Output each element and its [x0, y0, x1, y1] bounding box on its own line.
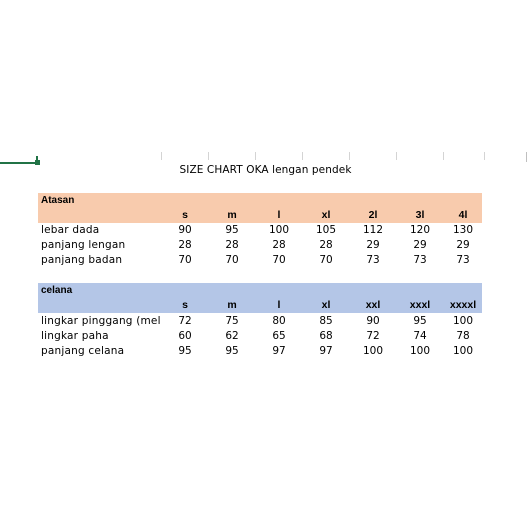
celana-table-cell: 100 — [452, 315, 474, 327]
atasan-size-header: xl — [321, 209, 331, 221]
celana-size-header: m — [227, 299, 237, 311]
celana-table-cell: 68 — [319, 330, 333, 342]
celana-size-header: xxxl — [409, 299, 431, 311]
atasan-table-cell: 73 — [456, 254, 470, 266]
atasan-table-cell: 73 — [413, 254, 427, 266]
atasan-table-cell: 28 — [272, 239, 286, 251]
celana-size-header: xxxxl — [449, 299, 477, 311]
atasan-table-cell: 70 — [319, 254, 333, 266]
atasan-table-cell: 28 — [319, 239, 333, 251]
celana-table-cell: 60 — [178, 330, 192, 342]
gridline — [161, 152, 162, 160]
atasan-table-cell: 73 — [366, 254, 380, 266]
gridline — [208, 152, 209, 160]
atasan-table-cell: 95 — [225, 224, 239, 236]
celana-table-cell: 85 — [319, 315, 333, 327]
atasan-size-header: s — [182, 209, 188, 221]
celana-size-header: s — [182, 299, 188, 311]
celana-row-label: lingkar paha — [41, 330, 109, 342]
celana-table-cell: 75 — [225, 315, 239, 327]
celana-table-cell: 78 — [456, 330, 470, 342]
atasan-table-cell: 29 — [413, 239, 427, 251]
atasan-table-cell: 100 — [268, 224, 290, 236]
gridline — [484, 152, 485, 160]
celana-table-cell: 95 — [178, 345, 192, 357]
atasan-table-cell: 112 — [362, 224, 384, 236]
atasan-table-cell: 70 — [272, 254, 286, 266]
atasan-table-cell: 105 — [315, 224, 337, 236]
atasan-row-label: lebar dada — [41, 224, 100, 236]
atasan-table-cell: 130 — [452, 224, 474, 236]
celana-table-cell: 97 — [272, 345, 286, 357]
atasan-table-cell: 70 — [178, 254, 192, 266]
celana-table-cell: 65 — [272, 330, 286, 342]
celana-row-label: lingkar pinggang (mel — [41, 315, 161, 327]
celana-size-header: xxl — [365, 299, 381, 311]
celana-table-cell: 97 — [319, 345, 333, 357]
sheet-title: SIZE CHART OKA lengan pendek — [179, 164, 352, 176]
celana-table-cell: 100 — [452, 345, 474, 357]
atasan-table-cell: 29 — [456, 239, 470, 251]
atasan-row-label: panjang badan — [41, 254, 123, 266]
gridline — [255, 152, 256, 160]
celana-table-cell: 100 — [362, 345, 384, 357]
celana-table-cell: 90 — [366, 315, 380, 327]
atasan-table-cell: 28 — [225, 239, 239, 251]
gridline — [349, 152, 350, 160]
celana-table-cell: 80 — [272, 315, 286, 327]
sheet-edge — [526, 152, 527, 162]
atasan-table-cell: 29 — [366, 239, 380, 251]
gridline — [396, 152, 397, 160]
atasan-size-header: m — [227, 209, 237, 221]
celana-table-cell: 95 — [413, 315, 427, 327]
celana-label: celana — [41, 285, 73, 296]
gridline — [302, 152, 303, 160]
celana-table-cell: 74 — [413, 330, 427, 342]
atasan-table-cell: 90 — [178, 224, 192, 236]
celana-table-cell: 95 — [225, 345, 239, 357]
celana-row-label: panjang celana — [41, 345, 125, 357]
celana-table-cell: 100 — [409, 345, 431, 357]
celana-size-header: l — [277, 299, 281, 311]
celana-table-cell: 62 — [225, 330, 239, 342]
celana-size-header: xl — [321, 299, 331, 311]
atasan-table-cell: 70 — [225, 254, 239, 266]
atasan-size-header: 4l — [458, 209, 468, 221]
gridline — [443, 152, 444, 160]
atasan-size-header: 2l — [368, 209, 378, 221]
celana-table-cell: 72 — [178, 315, 192, 327]
atasan-size-header: l — [277, 209, 281, 221]
atasan-row-label: panjang lengan — [41, 239, 126, 251]
atasan-table-cell: 28 — [178, 239, 192, 251]
celana-table-cell: 72 — [366, 330, 380, 342]
atasan-size-header: 3l — [415, 209, 425, 221]
atasan-table-cell: 120 — [409, 224, 431, 236]
atasan-label: Atasan — [41, 195, 75, 206]
